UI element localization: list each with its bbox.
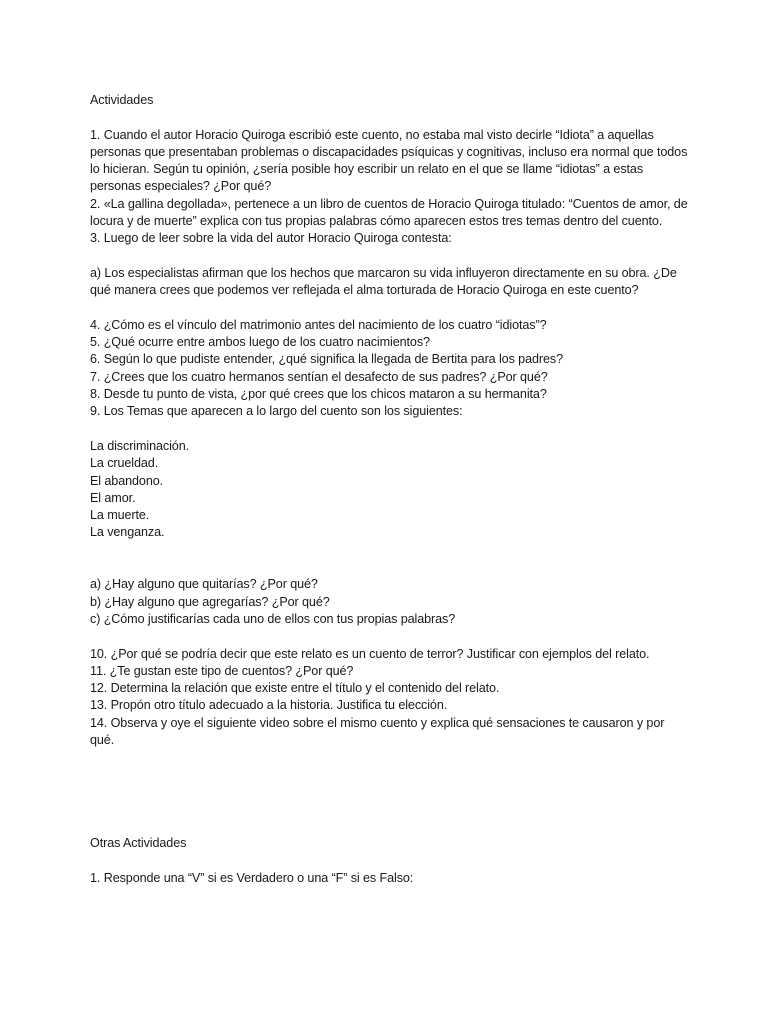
spacer	[90, 248, 690, 265]
spacer	[90, 559, 690, 576]
spacer	[90, 421, 690, 438]
section-title-otras-actividades: Otras Actividades	[90, 836, 187, 851]
sub-question-c: c) ¿Cómo justificarías cada uno de ellos con tus propias palabras?	[90, 611, 456, 626]
other-question-1: 1. Responde una “V” si es Verdadero o una “F” si es Falso:	[90, 870, 414, 885]
spacer	[90, 109, 690, 126]
document-body	[90, 92, 690, 887]
section-title-actividades: Actividades	[90, 93, 154, 107]
question-10: 10. ¿Por qué se podría decir que este relato es un cuento de terror? Justificar con ejemplos del relato.	[90, 646, 650, 661]
question-4: 4. ¿Cómo es el vínculo del matrimonio antes del nacimiento de los cuatro “idiotas”?	[90, 317, 547, 332]
question-7: 7. ¿Crees que los cuatro hermanos sentían el desafecto de sus padres? ¿Por qué?	[90, 369, 548, 384]
spacer	[90, 853, 690, 870]
question-11: 11. ¿Te gustan este tipo de cuentos? ¿Por qué?	[90, 663, 354, 678]
theme-item: El amor.	[90, 490, 136, 505]
question-12: 12. Determina la relación que existe entre el título y el contenido del relato.	[90, 681, 500, 696]
question-14: 14. Observa y oye el siguiente video sobre el mismo cuento y explica qué sensaciones te causaron y por qué.	[90, 715, 668, 747]
question-2: 2. «La gallina degollada», pertenece a un libro de cuentos de Horacio Quiroga titulado: “Cuentos de amor, de locura y de muerte” explica con tus propias palabras cómo aparecen estos tres temas dentro del cuento.	[90, 196, 692, 229]
question-6: 6. Según lo que pudiste entender, ¿qué significa la llegada de Bertita para los padres?	[90, 352, 563, 367]
question-3a: a) Los especialistas afirman que los hechos que marcaron su vida influyeron directamente en su obra. ¿De qué manera crees que podemos ver reflejada el alma torturada de Horacio Quiroga en este cuento?	[90, 265, 681, 298]
sub-question-a: a) ¿Hay alguno que quitarías? ¿Por qué?	[90, 577, 318, 592]
spacer	[90, 300, 690, 317]
theme-item: La crueldad.	[90, 456, 159, 471]
question-1: 1. Cuando el autor Horacio Quiroga escribió este cuento, no estaba mal visto decirle “Idiota” a aquellas personas que presentaban problemas o discapacidades psíquicas y cognitivas, incluso era normal que todos lo hicieran. Según tu opinión, ¿sería posible hoy escribir un relato en el que se llame “idiotas” a estas personas especiales? ¿Por qué?	[90, 127, 691, 194]
question-5: 5. ¿Qué ocurre entre ambos luego de los cuatro nacimientos?	[90, 335, 430, 350]
question-3: 3. Luego de leer sobre la vida del autor Horacio Quiroga contesta:	[90, 231, 452, 246]
spacer	[90, 749, 690, 835]
theme-item: La discriminación.	[90, 438, 189, 453]
question-9: 9. Los Temas que aparecen a lo largo del cuento son los siguientes:	[90, 404, 463, 419]
theme-item: La venganza.	[90, 525, 165, 540]
spacer	[90, 542, 690, 559]
question-8: 8. Desde tu punto de vista, ¿por qué crees que los chicos mataron a su hermanita?	[90, 387, 547, 402]
question-13: 13. Propón otro título adecuado a la historia. Justifica tu elección.	[90, 698, 448, 713]
theme-item: La muerte.	[90, 508, 150, 523]
spacer	[90, 628, 690, 645]
theme-item: El abandono.	[90, 473, 164, 488]
sub-question-b: b) ¿Hay alguno que agregarías? ¿Por qué?	[90, 594, 330, 609]
